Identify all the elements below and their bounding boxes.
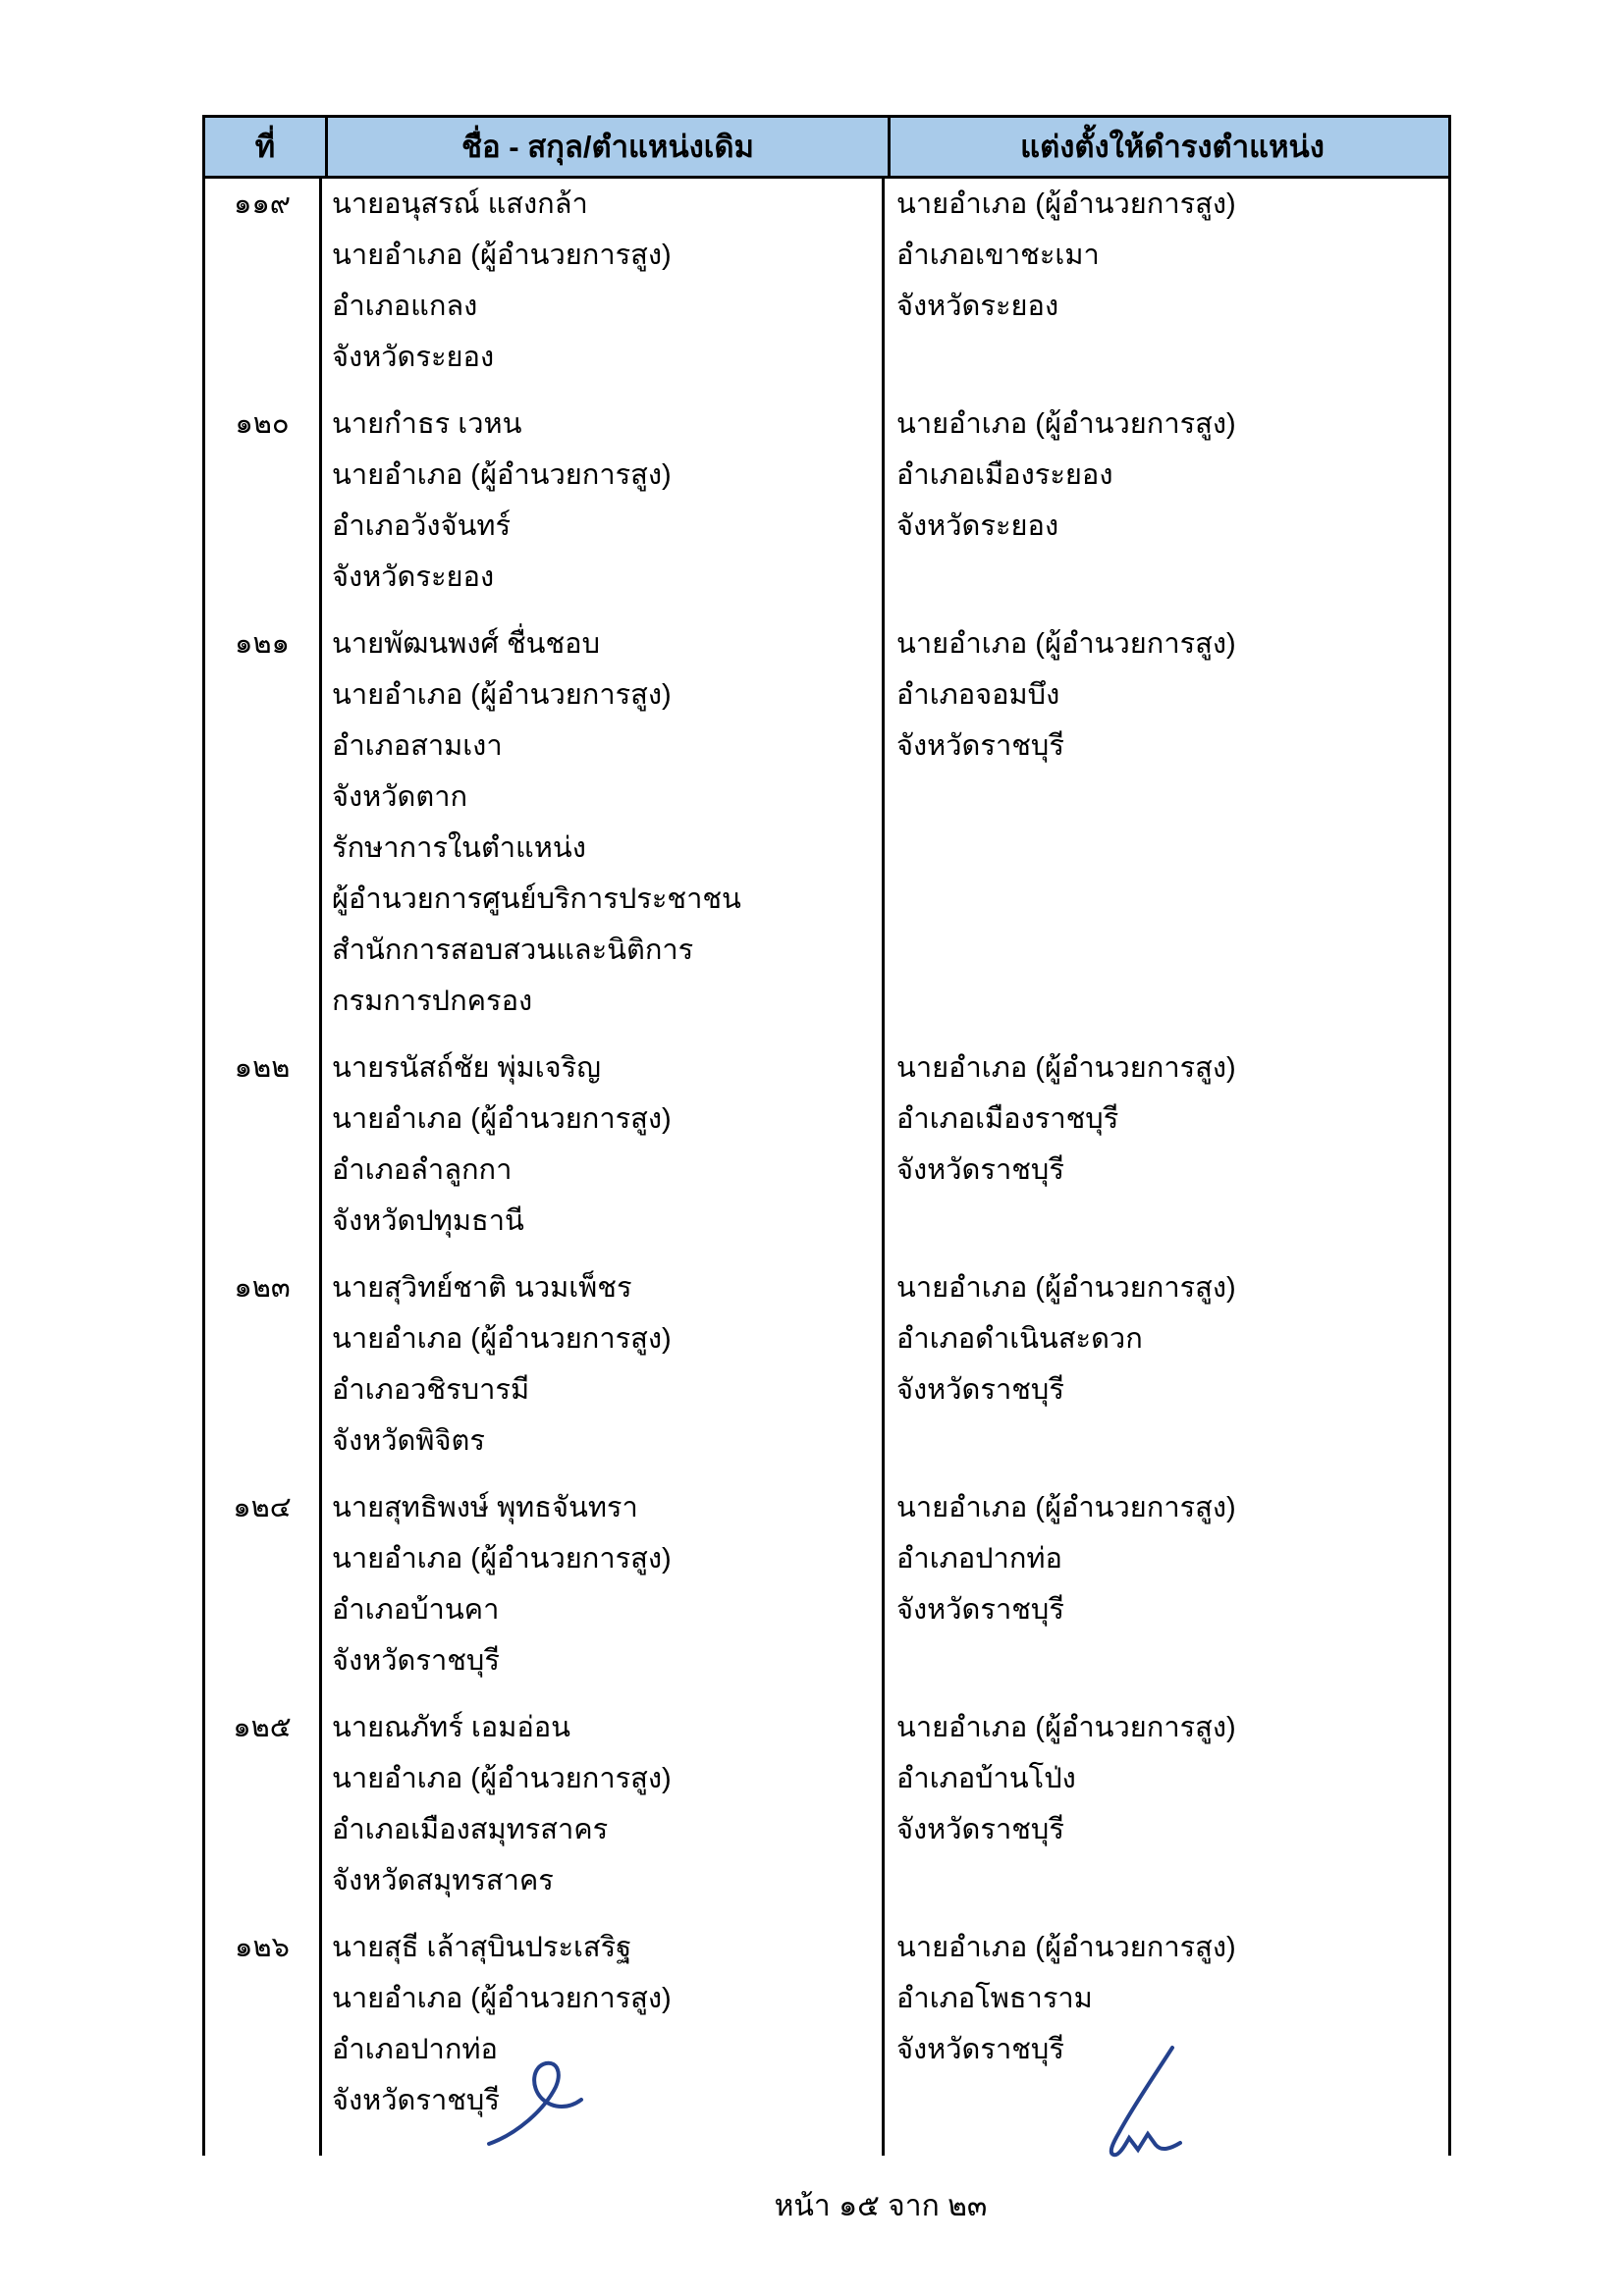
person-name: นายกำธร เวหน: [332, 408, 522, 440]
former-position-line: สำนักการสอบสวนและนิติการ: [332, 934, 694, 966]
former-position-line: จังหวัดพิจิตร: [332, 1425, 485, 1457]
table-row: [205, 1702, 1448, 1922]
former-position-line: จังหวัดตาก: [332, 781, 468, 813]
person-name: นายพัฒนพงศ์ ชื่นชอบ: [332, 628, 600, 660]
former-position-line: อำเภอแกลง: [332, 291, 478, 322]
former-position-cell: [322, 399, 885, 618]
appointed-position-cell: [885, 399, 1448, 618]
former-position-line: จังหวัดระยอง: [332, 561, 495, 593]
appointed-position-line: อำเภอดำเนินสะดวก: [896, 1323, 1143, 1355]
appointed-position-line: นายอำเภอ (ผู้อำนวยการสูง): [896, 188, 1236, 220]
appointed-position-line: อำเภอโพธาราม: [896, 1983, 1093, 2014]
former-position-line: จังหวัดราชบุรี: [332, 2085, 500, 2116]
appointed-position-cell: [885, 618, 1448, 1042]
appointed-position-line: จังหวัดราชบุรี: [896, 1374, 1064, 1406]
appointed-position-line: นายอำเภอ (ผู้อำนวยการสูง): [896, 1712, 1236, 1743]
appointed-position-cell: [885, 1702, 1448, 1922]
former-position-line: นายอำเภอ (ผู้อำนวยการสูง): [332, 1103, 672, 1135]
appointed-position-line: จังหวัดราชบุรี: [896, 730, 1064, 762]
table-row: [205, 179, 1448, 399]
former-position-line: อำเภอเมืองสมุทรสาคร: [332, 1814, 609, 1845]
former-position-line: นายอำเภอ (ผู้อำนวยการสูง): [332, 679, 672, 711]
former-position-line: อำเภอบ้านคา: [332, 1594, 500, 1626]
appointed-position-line: นายอำเภอ (ผู้อำนวยการสูง): [896, 1492, 1236, 1523]
appointed-position-line: จังหวัดระยอง: [896, 291, 1059, 322]
table-row: [205, 618, 1448, 1042]
table-row: [205, 1482, 1448, 1702]
row-number: ๑๒๓: [205, 1262, 322, 1482]
person-name: นายณภัทร์ เอมอ่อน: [332, 1712, 570, 1743]
header-col-name-former-position: ชื่อ - สกุล/ตำแหน่งเดิม: [325, 118, 888, 176]
table-body: [202, 179, 1451, 2156]
former-position-cell: [322, 1702, 885, 1922]
former-position-line: จังหวัดระยอง: [332, 342, 495, 373]
appointed-position-line: อำเภอเมืองราชบุรี: [896, 1103, 1119, 1135]
appointed-position-line: จังหวัดราชบุรี: [896, 1154, 1064, 1186]
appointed-position-line: อำเภอเขาชะเมา: [896, 240, 1100, 271]
appointed-position-line: นายอำเภอ (ผู้อำนวยการสูง): [896, 1932, 1236, 1963]
table-row: [205, 1042, 1448, 1262]
former-position-line: อำเภอสามเงา: [332, 730, 503, 762]
former-position-line: อำเภอลำลูกกา: [332, 1154, 513, 1186]
former-position-line: จังหวัดสมุทรสาคร: [332, 1865, 554, 1896]
header-col-no: ที่: [254, 130, 276, 164]
former-position-line: กรมการปกครอง: [332, 986, 533, 1017]
person-name: นายอนุสรณ์ แสงกล้า: [332, 188, 588, 220]
person-name: นายสุทธิพงษ์ พุทธจันทรา: [332, 1492, 638, 1523]
appointed-position-line: นายอำเภอ (ผู้อำนวยการสูง): [896, 628, 1236, 660]
former-position-line: อำเภอปากท่อ: [332, 2034, 498, 2065]
appointed-position-line: จังหวัดราชบุรี: [896, 1594, 1064, 1626]
row-number: ๑๒๑: [205, 618, 322, 1042]
appointed-position-cell: [885, 179, 1448, 399]
former-position-line: รักษาการในตำแหน่ง: [332, 832, 586, 864]
appointed-position-line: นายอำเภอ (ผู้อำนวยการสูง): [896, 408, 1236, 440]
former-position-cell: [322, 1482, 885, 1702]
appointments-table: [202, 115, 1451, 2156]
former-position-cell: [322, 1042, 885, 1262]
person-name: นายสุวิทย์ชาติ นวมเพ็ชร: [332, 1272, 632, 1304]
appointed-position-line: จังหวัดระยอง: [896, 510, 1059, 542]
former-position-line: อำเภอวชิรบารมี: [332, 1374, 530, 1406]
table-row: [205, 399, 1448, 618]
appointed-position-line: จังหวัดราชบุรี: [896, 2034, 1064, 2065]
appointed-position-line: นายอำเภอ (ผู้อำนวยการสูง): [896, 1272, 1236, 1304]
row-number: ๑๑๙: [205, 179, 322, 399]
former-position-line: นายอำเภอ (ผู้อำนวยการสูง): [332, 240, 672, 271]
former-position-line: นายอำเภอ (ผู้อำนวยการสูง): [332, 1763, 672, 1794]
header-col-appointed-position: แต่งตั้งให้ดำรงตำแหน่ง: [888, 118, 1454, 176]
former-position-cell: [322, 1922, 885, 2156]
former-position-cell: [322, 618, 885, 1042]
row-number: ๑๒๔: [205, 1482, 322, 1702]
former-position-line: ผู้อำนวยการศูนย์บริการประชาชน: [332, 883, 741, 915]
appointed-position-cell: [885, 1922, 1448, 2156]
row-number: ๑๒๒: [205, 1042, 322, 1262]
former-position-cell: [322, 1262, 885, 1482]
appointed-position-line: จังหวัดราชบุรี: [896, 1814, 1064, 1845]
former-position-cell: [322, 179, 885, 399]
appointed-position-line: อำเภอเมืองระยอง: [896, 459, 1113, 491]
former-position-line: นายอำเภอ (ผู้อำนวยการสูง): [332, 1543, 672, 1575]
appointed-position-line: นายอำเภอ (ผู้อำนวยการสูง): [896, 1052, 1236, 1084]
appointed-position-line: อำเภอจอมบึง: [896, 679, 1060, 711]
appointed-position-line: อำเภอบ้านโป่ง: [896, 1763, 1076, 1794]
former-position-line: อำเภอวังจันทร์: [332, 510, 512, 542]
page-number-footer: หน้า ๑๕ จาก ๒๓: [774, 2190, 988, 2222]
table-row: [205, 1922, 1448, 2156]
row-number: ๑๒๖: [205, 1922, 322, 2156]
former-position-line: นายอำเภอ (ผู้อำนวยการสูง): [332, 459, 672, 491]
person-name: นายสุธี เล้าสุบินประเสริฐ: [332, 1932, 632, 1963]
appointed-position-cell: [885, 1042, 1448, 1262]
appointed-position-line: อำเภอปากท่อ: [896, 1543, 1062, 1575]
former-position-line: จังหวัดราชบุรี: [332, 1645, 500, 1677]
former-position-line: จังหวัดปทุมธานี: [332, 1205, 524, 1237]
row-number: ๑๒๕: [205, 1702, 322, 1922]
row-number: ๑๒๐: [205, 399, 322, 618]
former-position-line: นายอำเภอ (ผู้อำนวยการสูง): [332, 1323, 672, 1355]
appointed-position-cell: [885, 1482, 1448, 1702]
table-row: [205, 1262, 1448, 1482]
appointed-position-cell: [885, 1262, 1448, 1482]
former-position-line: นายอำเภอ (ผู้อำนวยการสูง): [332, 1983, 672, 2014]
person-name: นายรนัสถ์ชัย พุ่มเจริญ: [332, 1052, 601, 1084]
table-header-row: [202, 115, 1451, 179]
